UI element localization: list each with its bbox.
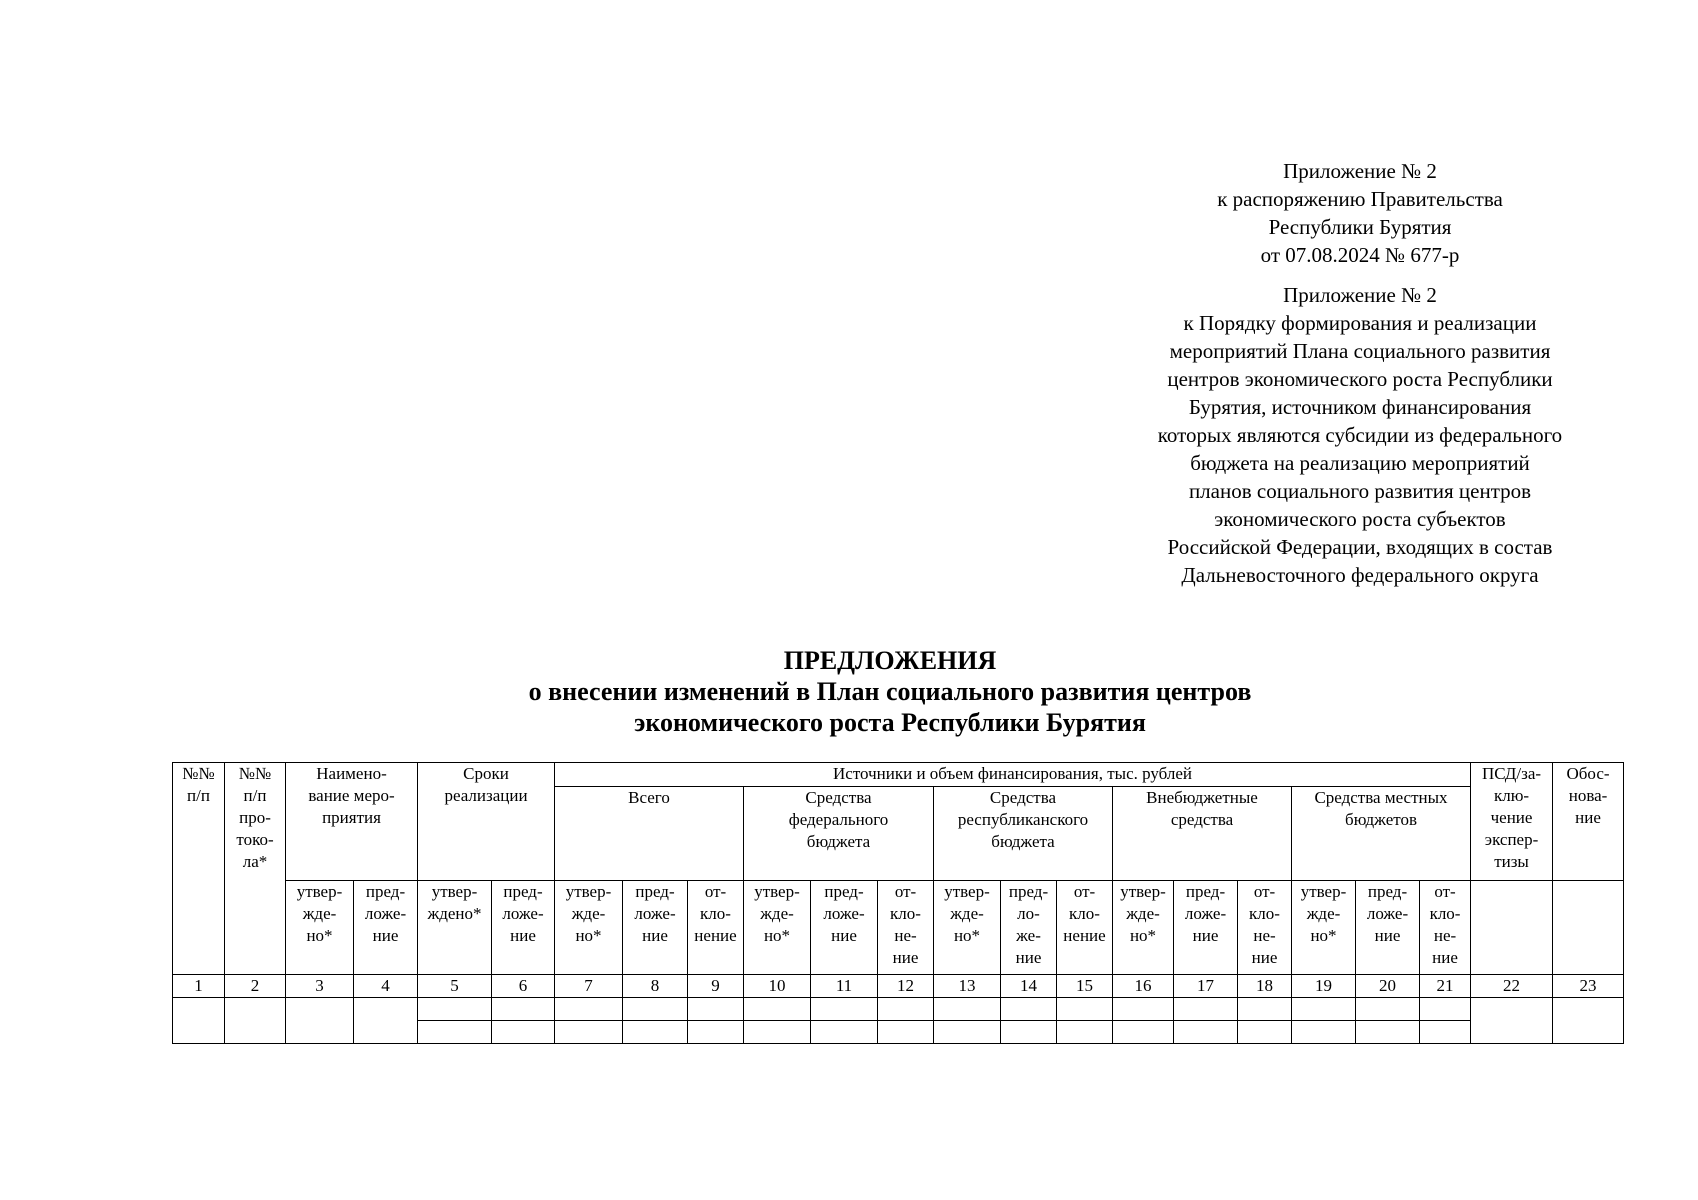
data-cell[interactable]: [354, 998, 418, 1044]
column-number: 22: [1471, 975, 1553, 998]
column-number: 12: [878, 975, 934, 998]
column-number: 21: [1420, 975, 1471, 998]
subheader-deviation: от- кло- не- ние: [878, 881, 934, 975]
data-cell[interactable]: [623, 1021, 688, 1044]
subheader-approved: утвер- жде- но*: [744, 881, 811, 975]
column-number: 17: [1174, 975, 1238, 998]
empty-header-cell: [1471, 881, 1553, 975]
data-cell[interactable]: [1057, 1021, 1113, 1044]
column-number: 23: [1553, 975, 1624, 998]
subheader-proposal: пред- ло- же- ние: [1001, 881, 1057, 975]
appendix-line: мероприятий Плана социального развития: [1169, 339, 1551, 363]
column-number: 4: [354, 975, 418, 998]
appendix-line: к Порядку формирования и реализации: [1183, 311, 1537, 335]
data-cell[interactable]: [1420, 1021, 1471, 1044]
title-line: экономического роста Республики Бурятия: [634, 708, 1146, 737]
data-cell[interactable]: [555, 998, 623, 1021]
column-number: 10: [744, 975, 811, 998]
subheader-proposal: пред- ложе- ние: [623, 881, 688, 975]
appendix-line: экономического роста субъектов: [1214, 507, 1506, 531]
data-cell[interactable]: [418, 998, 492, 1021]
subheader-approved: утвер- жде- но*: [1292, 881, 1356, 975]
appendix-line: Российской Федерации, входящих в состав: [1167, 535, 1553, 559]
appendix-header: [1080, 157, 1640, 589]
column-number: 3: [286, 975, 354, 998]
subheader-proposal: пред- ложе- ние: [492, 881, 555, 975]
subheader-deviation: от- кло- не- ние: [1238, 881, 1292, 975]
data-cell[interactable]: [1356, 998, 1420, 1021]
data-cell[interactable]: [1471, 998, 1553, 1044]
proposals-table: [172, 762, 1624, 1044]
subheader-approved: утвер- жде- но*: [286, 881, 354, 975]
header-financing-sources: Источники и объем финансирования, тыс. рублей: [555, 763, 1471, 787]
column-number: 18: [1238, 975, 1292, 998]
data-cell[interactable]: [1057, 998, 1113, 1021]
header-republic-budget: Средства республиканского бюджета: [934, 787, 1113, 881]
document-title: [180, 645, 1600, 738]
appendix-line: бюджета на реализацию мероприятий: [1190, 451, 1530, 475]
data-cell[interactable]: [1553, 998, 1624, 1044]
title-line: о внесении изменений в План социального развития центров: [528, 677, 1252, 706]
column-number: 15: [1057, 975, 1113, 998]
subheader-deviation: от- кло- нение: [1057, 881, 1113, 975]
appendix-line: к распоряжению Правительства: [1217, 187, 1503, 211]
header-implementation-terms: Сроки реализации: [418, 763, 555, 881]
data-cell[interactable]: [1174, 998, 1238, 1021]
empty-header-cell: [1553, 881, 1624, 975]
subheader-proposal: пред- ложе- ние: [1174, 881, 1238, 975]
data-cell[interactable]: [1113, 1021, 1174, 1044]
column-number: 14: [1001, 975, 1057, 998]
data-cell[interactable]: [418, 1021, 492, 1044]
data-cell[interactable]: [1174, 1021, 1238, 1044]
data-row: [173, 998, 1624, 1021]
data-cell[interactable]: [878, 1021, 934, 1044]
subheader-approved: утвер- жде- но*: [1113, 881, 1174, 975]
header-event-name: Наимено- вание меро- приятия: [286, 763, 418, 881]
data-cell[interactable]: [1113, 998, 1174, 1021]
column-number: 2: [225, 975, 286, 998]
appendix-line: Приложение № 2: [1283, 283, 1437, 307]
header-local-budgets: Средства местных бюджетов: [1292, 787, 1471, 881]
column-number: 20: [1356, 975, 1420, 998]
appendix-line: Бурятия, источником финансирования: [1188, 395, 1532, 419]
data-cell[interactable]: [492, 1021, 555, 1044]
column-number: 5: [418, 975, 492, 998]
title-line: ПРЕДЛОЖЕНИЯ: [783, 646, 997, 675]
column-number: 8: [623, 975, 688, 998]
header-row-number: №№ п/п: [173, 763, 225, 975]
subheader-proposal: пред- ложе- ние: [1356, 881, 1420, 975]
column-numbers-row: [173, 975, 1624, 998]
appendix-block-order: [1080, 281, 1640, 589]
subheader-deviation: от- кло- не- ние: [1420, 881, 1471, 975]
data-cell[interactable]: [492, 998, 555, 1021]
subheader-approved: утвер- ждено*: [418, 881, 492, 975]
column-number: 9: [688, 975, 744, 998]
data-cell[interactable]: [744, 998, 811, 1021]
column-number: 13: [934, 975, 1001, 998]
appendix-line: центров экономического роста Республики: [1167, 367, 1553, 391]
data-cell[interactable]: [173, 998, 225, 1044]
data-cell[interactable]: [1420, 998, 1471, 1021]
data-cell[interactable]: [1238, 998, 1292, 1021]
data-cell[interactable]: [623, 998, 688, 1021]
appendix-line: Дальневосточного федерального округа: [1181, 563, 1539, 587]
appendix-line: Приложение № 2: [1283, 159, 1437, 183]
column-number: 6: [492, 975, 555, 998]
data-cell[interactable]: [1238, 1021, 1292, 1044]
header-justification: Обос- нова- ние: [1553, 763, 1624, 881]
data-cell[interactable]: [688, 1021, 744, 1044]
data-cell[interactable]: [1001, 1021, 1057, 1044]
data-cell[interactable]: [1292, 1021, 1356, 1044]
data-cell[interactable]: [878, 998, 934, 1021]
subheader-proposal: пред- ложе- ние: [811, 881, 878, 975]
column-number: 11: [811, 975, 878, 998]
data-cell[interactable]: [811, 1021, 878, 1044]
data-cell[interactable]: [1356, 1021, 1420, 1044]
header-total: Всего: [555, 787, 744, 881]
column-number: 7: [555, 975, 623, 998]
data-cell[interactable]: [286, 998, 354, 1044]
subheader-approved: утвер- жде- но*: [555, 881, 623, 975]
data-cell[interactable]: [225, 998, 286, 1044]
data-cell[interactable]: [688, 998, 744, 1021]
subheader-approved: утвер- жде- но*: [934, 881, 1001, 975]
appendix-line: от 07.08.2024 № 677-р: [1260, 243, 1460, 267]
appendix-line: которых являются субсидии из федерального: [1157, 423, 1563, 447]
header-extrabudgetary: Внебюджетные средства: [1113, 787, 1292, 881]
data-cell[interactable]: [744, 1021, 811, 1044]
header-protocol-number: №№ п/п про- токо- ла*: [225, 763, 286, 975]
column-number: 1: [173, 975, 225, 998]
appendix-line: Республики Бурятия: [1268, 215, 1452, 239]
column-number: 16: [1113, 975, 1174, 998]
data-cell[interactable]: [934, 1021, 1001, 1044]
header-psd-expertise: ПСД/за- клю- чение экспер- тизы: [1471, 763, 1553, 881]
header-federal-budget: Средства федерального бюджета: [744, 787, 934, 881]
subheader-proposal: пред- ложе- ние: [354, 881, 418, 975]
data-cell[interactable]: [934, 998, 1001, 1021]
appendix-line: планов социального развития центров: [1188, 479, 1532, 503]
column-number: 19: [1292, 975, 1356, 998]
data-cell[interactable]: [555, 1021, 623, 1044]
data-cell[interactable]: [811, 998, 878, 1021]
subheader-deviation: от- кло- нение: [688, 881, 744, 975]
data-cell[interactable]: [1001, 998, 1057, 1021]
appendix-block-decree: [1080, 157, 1640, 269]
data-cell[interactable]: [1292, 998, 1356, 1021]
